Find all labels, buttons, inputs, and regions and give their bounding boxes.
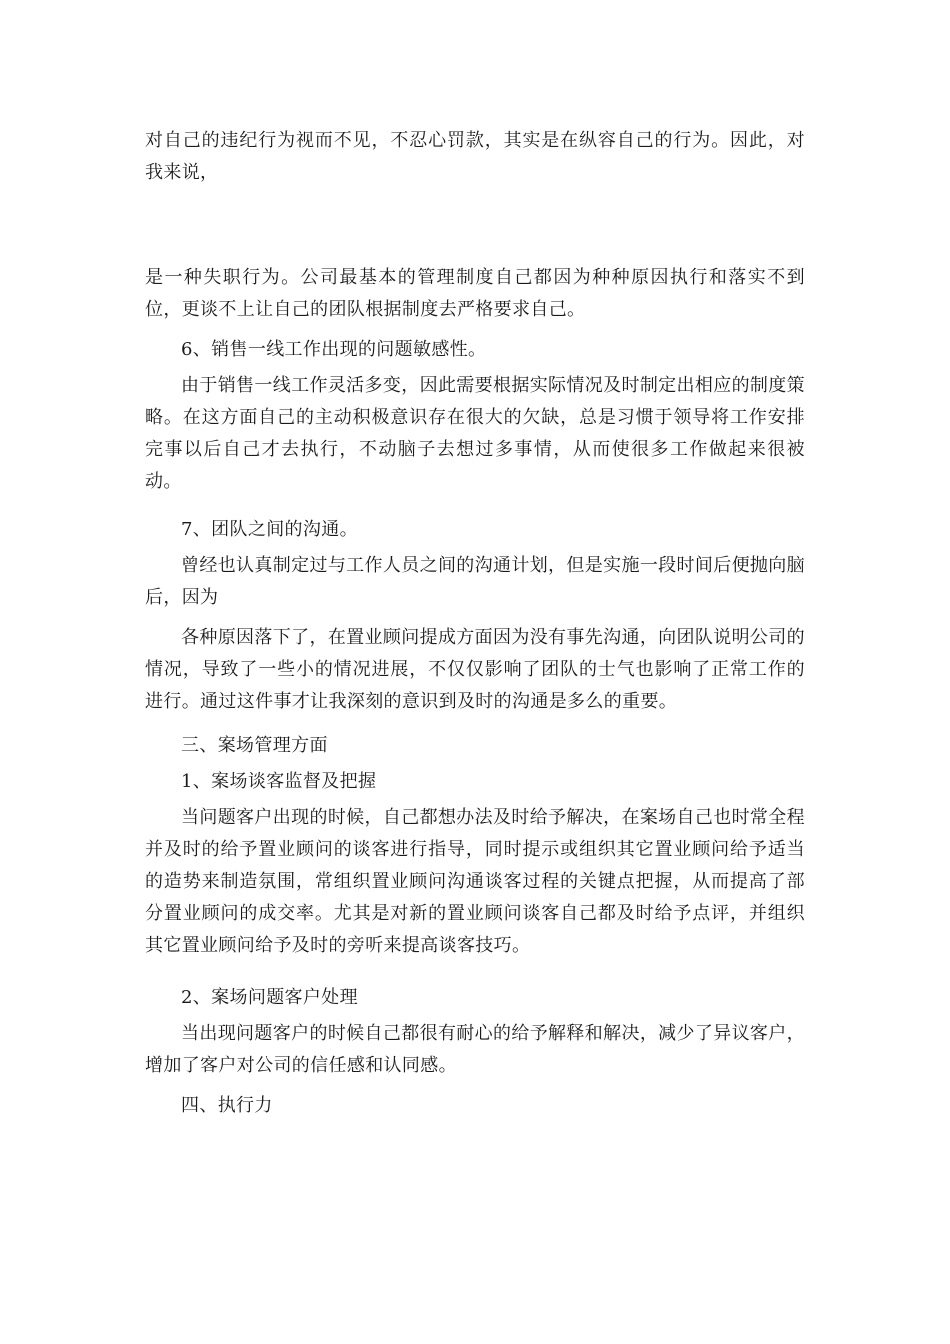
heading-item-2: 2、案场问题客户处理 — [181, 987, 358, 1008]
heading-item-1: 1、案场谈客监督及把握 — [181, 771, 377, 792]
paragraph-1: 对自己的违纪行为视而不见，不忍心罚款，其实是在纵容自己的行为。因此，对我来说， — [145, 130, 805, 183]
paragraph-6: 当问题客户出现的时候，自己都想办法及时给予解决，在案场自己也时常全程并及时的给予置业顾问的谈客进行指导，同时提示或组织其它置业顾问给予适当的造势来制造氛围，常组织置业顾问沟通谈客过程的关键点把握，从而提高了部分置业顾问的成交率。尤其是对新的置业顾问谈客自己都及时给予点评，并组织其它置业顾问给予及时的旁听来提高谈客技巧。 — [145, 807, 805, 956]
paragraph-5: 各种原因落下了，在置业顾问提成方面因为没有事先沟通，向团队说明公司的情况，导致了一些小的情况进展，不仅仅影响了团队的士气也影响了正常工作的进行。通过这件事才让我深刻的意识到及时的沟通是多么的重要。 — [145, 627, 805, 712]
paragraph-3: 由于销售一线工作灵活多变，因此需要根据实际情况及时制定出相应的制度策略。在这方面自己的主动积极意识存在很大的欠缺，总是习惯于领导将工作安排完事以后自己才去执行，不动脑子去想过多事情，从而使很多工作做起来很被动。 — [145, 375, 805, 492]
heading-item-7: 7、团队之间的沟通。 — [181, 519, 358, 540]
paragraph-7: 当出现问题客户的时候自己都很有耐心的给予解释和解决，减少了异议客户，增加了客户对公司的信任感和认同感。 — [145, 1023, 805, 1076]
heading-item-6: 6、销售一线工作出现的问题敏感性。 — [181, 339, 487, 360]
paragraph-2: 是一种失职行为。公司最基本的管理制度自己都因为种种原因执行和落实不到位，更谈不上让自己的团队根据制度去严格要求自己。 — [145, 267, 805, 320]
paragraph-4: 曾经也认真制定过与工作人员之间的沟通计划，但是实施一段时间后便抛向脑后，因为 — [145, 555, 805, 608]
section-heading-4: 四、执行力 — [181, 1095, 273, 1116]
section-heading-3: 三、案场管理方面 — [181, 735, 328, 756]
